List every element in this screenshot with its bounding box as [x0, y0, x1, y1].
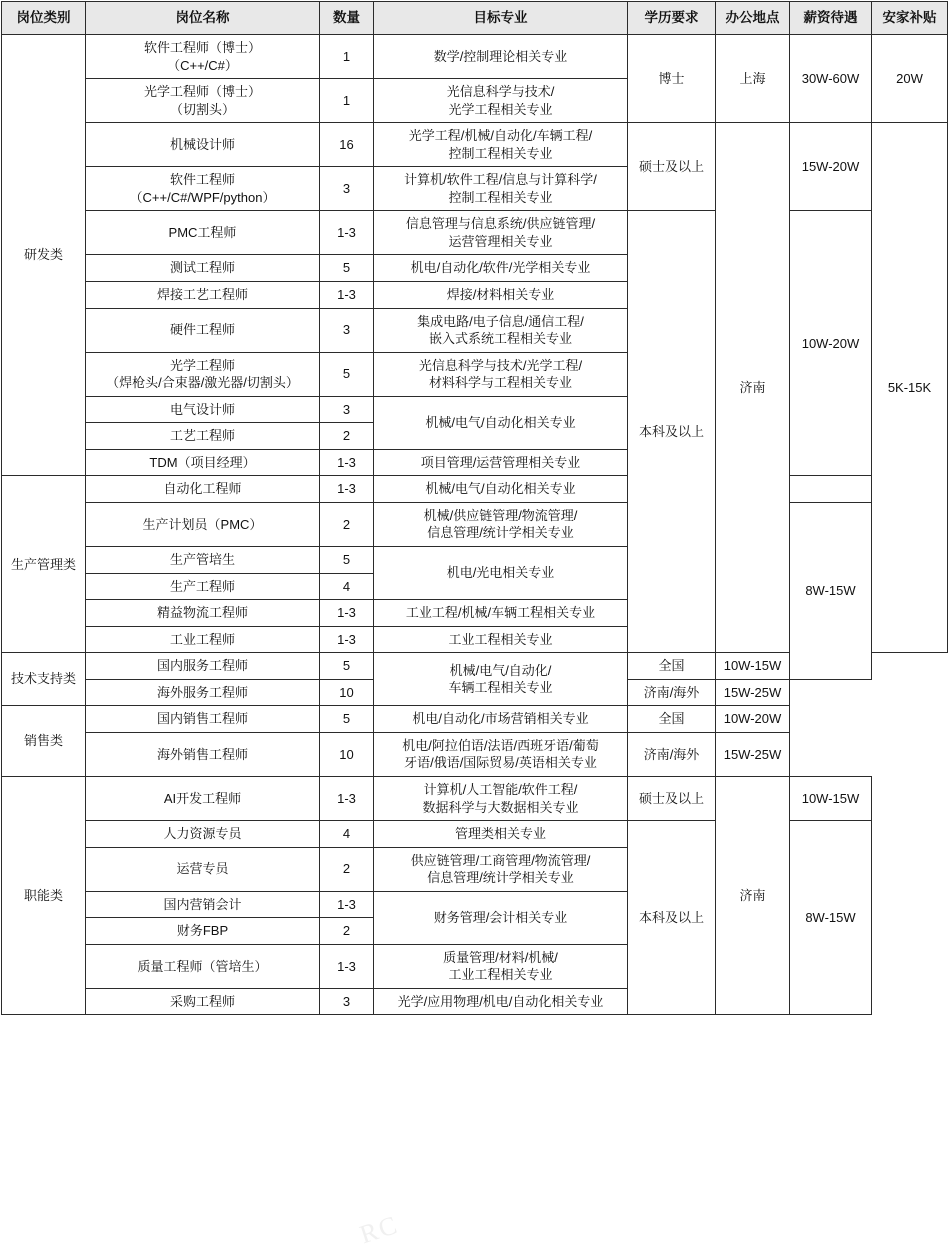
category-rd: 研发类 — [2, 35, 86, 476]
job-major — [374, 352, 628, 396]
job-major-line2: 信息管理/统计学相关专业 — [427, 870, 574, 886]
location-jinan-overseas-2: 济南/海外 — [628, 732, 716, 776]
job-count: 16 — [320, 123, 374, 167]
job-major-line1: 机电/阿拉伯语/法语/西班牙语/葡萄 — [402, 737, 599, 753]
job-major — [374, 847, 628, 891]
job-name — [86, 944, 320, 988]
job-major — [374, 891, 628, 944]
table-row — [2, 706, 948, 733]
job-major-line2: 控制工程相关专业 — [448, 145, 553, 161]
job-count: 10 — [320, 679, 374, 706]
job-name — [86, 547, 320, 574]
job-name-line1: 精益物流工程师 — [156, 605, 248, 621]
job-major-line1: 数学/控制理论相关专业 — [433, 48, 568, 64]
job-name — [86, 891, 320, 918]
job-major-line1: 机械/供应链管理/物流管理/ — [423, 507, 578, 523]
job-count: 5 — [320, 706, 374, 733]
table-row — [2, 211, 948, 255]
job-major-line1: 管理类相关专业 — [454, 826, 546, 842]
job-count: 1-3 — [320, 891, 374, 918]
job-major-line1: 光学工程/机械/自动化/车辆工程/ — [408, 128, 593, 144]
job-count: 1-3 — [320, 282, 374, 309]
job-major-line2: 数据科学与大数据相关专业 — [422, 799, 579, 815]
salary-1: 30W-60W — [790, 35, 872, 123]
job-count: 4 — [320, 821, 374, 848]
job-name — [86, 821, 320, 848]
job-major — [374, 123, 628, 167]
job-major-line1: 工业工程相关专业 — [448, 631, 553, 647]
job-name-line1: 光学工程师 — [169, 357, 235, 373]
job-name — [86, 600, 320, 627]
job-major — [374, 732, 628, 776]
job-name — [86, 776, 320, 820]
salary-6: 15W-25W — [716, 679, 790, 706]
table-row — [2, 476, 948, 503]
table-row — [2, 732, 948, 776]
table-row — [2, 821, 948, 848]
watermark: RC — [356, 1209, 403, 1250]
job-name-line1: 焊接工艺工程师 — [156, 287, 248, 303]
job-count: 5 — [320, 352, 374, 396]
job-major — [374, 988, 628, 1015]
job-major-line1: 质量管理/材料/机械/ — [443, 949, 558, 965]
job-major — [374, 308, 628, 352]
job-name-line2: （切割头） — [169, 101, 235, 117]
salary-8: 15W-25W — [716, 732, 790, 776]
job-name — [86, 679, 320, 706]
job-name — [86, 988, 320, 1015]
job-major-line2: 牙语/俄语/国际贸易/英语相关专业 — [404, 755, 597, 771]
job-major-line1: 集成电路/电子信息/通信工程/ — [417, 313, 584, 329]
salary-2: 15W-20W — [790, 123, 872, 211]
job-name — [86, 255, 320, 282]
job-name-line1: 硬件工程师 — [169, 322, 235, 338]
job-name-line1: 海外销售工程师 — [156, 746, 248, 762]
job-name-line1: 财务FBP — [176, 923, 229, 939]
job-count: 3 — [320, 988, 374, 1015]
job-name-line1: 海外服务工程师 — [156, 684, 248, 700]
job-count: 3 — [320, 308, 374, 352]
job-major-line2: 运营管理相关专业 — [448, 233, 553, 249]
job-name-line1: 电气设计师 — [169, 401, 235, 417]
table-header-row — [2, 2, 948, 35]
job-count: 3 — [320, 167, 374, 211]
job-major-line1: 项目管理/运营管理相关专业 — [420, 454, 581, 470]
job-name — [86, 476, 320, 503]
job-name — [86, 918, 320, 945]
job-major — [374, 449, 628, 476]
job-count: 1 — [320, 35, 374, 79]
table-row — [2, 776, 948, 820]
job-major — [374, 502, 628, 546]
job-name-line1: TDM（项目经理） — [149, 454, 256, 470]
job-major-line1: 机电/自动化/市场营销相关专业 — [412, 711, 589, 727]
salary-7: 10W-20W — [716, 706, 790, 733]
job-name — [86, 626, 320, 653]
salary-5: 10W-15W — [716, 653, 790, 680]
category-sales: 销售类 — [2, 706, 86, 777]
job-count: 2 — [320, 423, 374, 450]
location-nationwide: 全国 — [628, 653, 716, 680]
job-name — [86, 35, 320, 79]
location-shanghai: 上海 — [716, 35, 790, 123]
job-major — [374, 476, 628, 503]
header-category: 岗位类别 — [2, 2, 86, 35]
job-major-line2: 控制工程相关专业 — [448, 189, 553, 205]
bonus-2: 5K-15K — [872, 123, 948, 653]
job-count: 1-3 — [320, 626, 374, 653]
job-major-line1: 机电/自动化/软件/光学相关专业 — [410, 260, 591, 276]
job-major — [374, 35, 628, 79]
job-name — [86, 211, 320, 255]
job-major — [374, 255, 628, 282]
job-name-line1: PMC工程师 — [168, 225, 237, 241]
job-major-line1: 光学/应用物理/机电/自动化相关专业 — [397, 993, 604, 1009]
job-major-line1: 机械/电气/自动化相关专业 — [425, 481, 576, 497]
job-major — [374, 653, 628, 706]
job-major-line2: 光学工程相关专业 — [448, 101, 553, 117]
job-major — [374, 396, 628, 449]
category-production: 生产管理类 — [2, 476, 86, 653]
job-name-line1: 国内销售工程师 — [156, 711, 248, 727]
location-jinan: 济南 — [716, 123, 790, 653]
header-job-name: 岗位名称 — [86, 2, 320, 35]
header-education: 学历要求 — [628, 2, 716, 35]
job-name-line1: 工艺工程师 — [169, 428, 235, 444]
job-major — [374, 211, 628, 255]
job-major — [374, 282, 628, 309]
table-row — [2, 502, 948, 546]
job-name — [86, 732, 320, 776]
job-count: 1-3 — [320, 600, 374, 627]
job-major-line1: 光信息科学与技术/光学工程/ — [418, 357, 583, 373]
job-name — [86, 79, 320, 123]
job-major — [374, 821, 628, 848]
job-major — [374, 600, 628, 627]
job-name-line1: 质量工程师（管培生） — [137, 958, 268, 974]
header-location: 办公地点 — [716, 2, 790, 35]
job-major-line1: 财务管理/会计相关专业 — [433, 909, 568, 925]
job-name — [86, 167, 320, 211]
salary-3: 10W-20W — [790, 211, 872, 476]
job-count: 1-3 — [320, 944, 374, 988]
job-name-line2: （焊枪头/合束器/激光器/切割头） — [106, 375, 299, 391]
job-count: 4 — [320, 573, 374, 600]
job-count: 2 — [320, 847, 374, 891]
job-major — [374, 626, 628, 653]
job-name-line1: 国内营销会计 — [163, 896, 242, 912]
job-count: 1-3 — [320, 476, 374, 503]
job-count: 1-3 — [320, 449, 374, 476]
job-name-line1: AI开发工程师 — [163, 790, 242, 806]
job-name-line1: 工业工程师 — [169, 631, 235, 647]
job-major-line1: 机械/电气/自动化/ — [449, 662, 552, 678]
job-name — [86, 282, 320, 309]
job-name — [86, 653, 320, 680]
job-major — [374, 706, 628, 733]
job-name — [86, 308, 320, 352]
job-major — [374, 547, 628, 600]
job-name-line1: 机械设计师 — [169, 136, 235, 152]
job-name-line1: 测试工程师 — [169, 260, 235, 276]
location-nationwide-2: 全国 — [628, 706, 716, 733]
job-major-line1: 供应链管理/工商管理/物流管理/ — [410, 852, 591, 868]
education-bachelor-plus-2: 本科及以上 — [628, 821, 716, 1015]
salary-9: 10W-15W — [790, 776, 872, 820]
job-count: 1 — [320, 79, 374, 123]
header-bonus: 安家补贴 — [872, 2, 948, 35]
job-major-line1: 机械/电气/自动化相关专业 — [425, 415, 576, 431]
job-major-line2: 车辆工程相关专业 — [448, 680, 553, 696]
job-name — [86, 847, 320, 891]
job-name-line1: 人力资源专员 — [163, 826, 242, 842]
education-doctor: 博士 — [628, 35, 716, 123]
job-name — [86, 449, 320, 476]
job-count: 5 — [320, 255, 374, 282]
job-name-line1: 运营专员 — [176, 861, 229, 877]
salary-4: 8W-15W — [790, 502, 872, 679]
job-count: 1-3 — [320, 776, 374, 820]
job-major-line1: 机电/光电相关专业 — [446, 565, 555, 581]
job-major-line1: 焊接/材料相关专业 — [446, 287, 555, 303]
job-name-line1: 生产工程师 — [169, 578, 235, 594]
header-major: 目标专业 — [374, 2, 628, 35]
job-major — [374, 944, 628, 988]
recruitment-table — [1, 1, 948, 1015]
job-count: 2 — [320, 502, 374, 546]
job-major-line1: 计算机/人工智能/软件工程/ — [423, 781, 578, 797]
job-major-line1: 工业工程/机械/车辆工程相关专业 — [405, 605, 596, 621]
job-name — [86, 573, 320, 600]
job-count: 1-3 — [320, 211, 374, 255]
category-functional: 职能类 — [2, 776, 86, 1014]
job-name-line1: 生产计划员（PMC） — [142, 516, 263, 532]
bonus-1: 20W — [872, 35, 948, 123]
job-name — [86, 706, 320, 733]
category-tech-support: 技术支持类 — [2, 653, 86, 706]
job-name-line1: 软件工程师 — [169, 172, 235, 188]
header-count: 数量 — [320, 2, 374, 35]
job-name-line1: 采购工程师 — [169, 993, 235, 1009]
job-name-line1: 生产管培生 — [169, 552, 235, 568]
job-count: 2 — [320, 918, 374, 945]
job-count: 5 — [320, 547, 374, 574]
job-major — [374, 776, 628, 820]
job-major-line1: 光信息科学与技术/ — [446, 84, 555, 100]
education-master-plus-2: 硕士及以上 — [628, 776, 716, 820]
job-name-line1: 光学工程师（博士） — [143, 84, 261, 100]
job-count: 10 — [320, 732, 374, 776]
job-count: 3 — [320, 396, 374, 423]
job-name — [86, 502, 320, 546]
table-row — [2, 123, 948, 167]
job-major-line2: 嵌入式系统工程相关专业 — [428, 331, 572, 347]
job-name-line1: 软件工程师（博士） — [143, 40, 261, 55]
job-major-line2: 材料科学与工程相关专业 — [428, 375, 572, 391]
job-major-line1: 信息管理与信息系统/供应链管理/ — [405, 216, 596, 232]
location-jinan-overseas: 济南/海外 — [628, 679, 716, 706]
job-name-line2: （C++/C#/WPF/python） — [129, 189, 276, 205]
salary-10: 8W-15W — [790, 821, 872, 1015]
job-major — [374, 79, 628, 123]
job-count: 5 — [320, 653, 374, 680]
job-name — [86, 423, 320, 450]
job-name-line1: 国内服务工程师 — [156, 658, 248, 674]
table-row — [2, 35, 948, 79]
job-name — [86, 352, 320, 396]
job-name-line1: 自动化工程师 — [163, 481, 242, 497]
job-major-line2: 信息管理/统计学相关专业 — [427, 525, 574, 541]
header-salary: 薪资待遇 — [790, 2, 872, 35]
job-major-line1: 计算机/软件工程/信息与计算科学/ — [404, 172, 597, 188]
job-name-line2: （C++/C#） — [167, 57, 238, 73]
location-jinan-2: 济南 — [716, 776, 790, 1014]
education-master-plus: 硕士及以上 — [628, 123, 716, 211]
job-name — [86, 396, 320, 423]
job-name — [86, 123, 320, 167]
job-major — [374, 167, 628, 211]
education-bachelor-plus: 本科及以上 — [628, 211, 716, 653]
job-major-line2: 工业工程相关专业 — [448, 967, 553, 983]
